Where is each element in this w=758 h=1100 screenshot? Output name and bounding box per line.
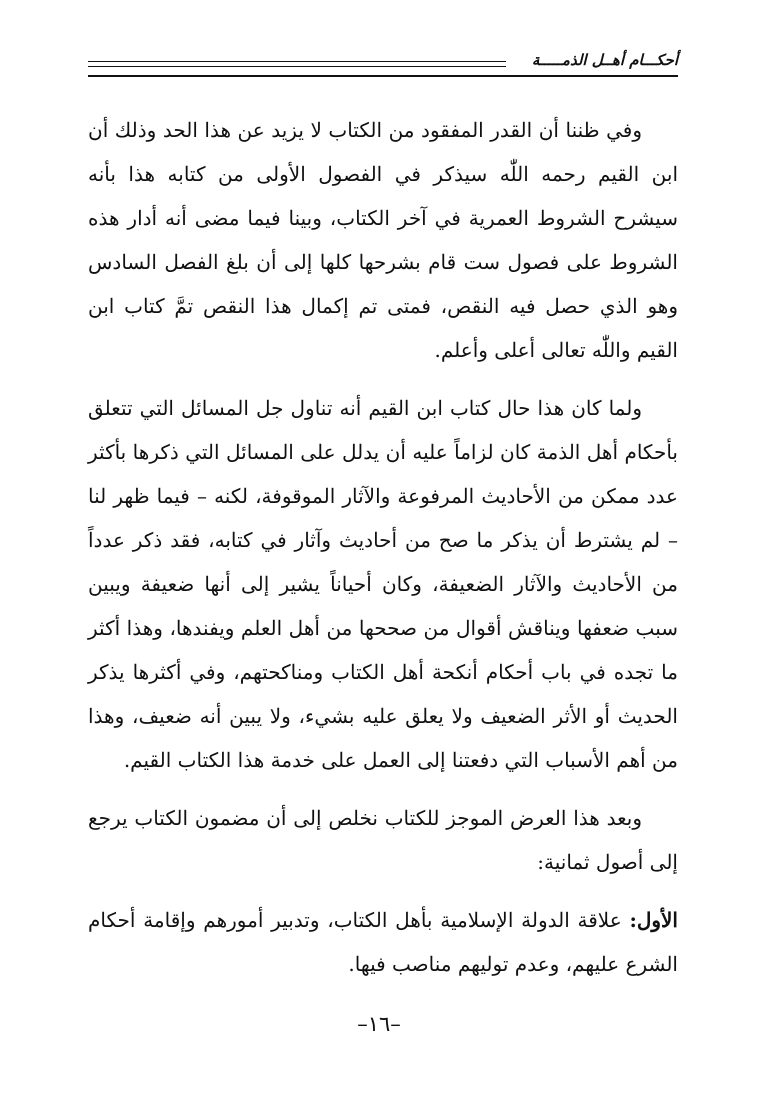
header-rule-upper xyxy=(88,61,506,62)
running-title: أحكـــام أهــل الذمـــــة xyxy=(531,51,678,69)
list-item-first-principle xyxy=(88,898,678,986)
page-number: –١٦– xyxy=(357,1012,401,1036)
paragraph-hadith-grading: ولما كان هذا حال كتاب ابن القيم أنه تناول جل المسائل التي تتعلق بأحكام أهل الذمة كان لزاماً عليه أن يدلل على المسائل التي ذكرها بأكثر عدد ممكن من الأحاديث المرفوعة والآثار الموقوفة، لكنه – فيما ظهر لنا – لم يشترط أن يذكر ما صح من أحاديث وآثار في كتابه، فقد ذكر عدداً من الأحاديث والآثار الضعيفة، وكان أحياناً يشير إلى أنها ضعيفة ويبين سبب ضعفها ويناقش أقوال من صححها من أهل العلم ويفندها، وهذا أكثر ما تجده في باب أحكام أنكحة أهل الكتاب ومناكحتهم، وفي أكثرها يذكر الحديث أو الأثر الضعيف ولا يعلق عليه بشيء، ولا يبين أنه ضعيف، وهذا من أهم الأسباب التي دفعتنا إلى العمل على خدمة هذا الكتاب القيم. xyxy=(88,396,678,772)
header-rule-lower xyxy=(88,66,506,67)
paragraph-missing-part: وفي ظننا أن القدر المفقود من الكتاب لا يزيد عن هذا الحد وذلك أن ابن القيم رحمه اللّٰه سيذكر في الفصول الأولى من كتابه هذا بأنه سيشرح الشروط العمرية في آخر الكتاب، وبينا فيما مضى أنه أدار هذه الشروط على فصول ست قام بشرحها كلها إلى أن بلغ الفصل السادس وهو الذي حصل فيه النقص، فمتى تم إكمال هذا النقص تمَّ كتاب ابن القيم واللّٰه تعالى أعلى وأعلم. xyxy=(88,118,678,362)
list-item-text: علاقة الدولة الإسلامية بأهل الكتاب، وتدبير أمورهم وإقامة أحكام الشرع عليهم، وعدم توليهم مناصب فيها. xyxy=(88,908,678,976)
page-header xyxy=(88,50,678,80)
header-rule-full xyxy=(88,75,678,77)
page-body xyxy=(88,108,678,986)
paragraph-book-contents: وبعد هذا العرض الموجز للكتاب نخلص إلى أن مضمون الكتاب يرجع إلى أصول ثمانية: xyxy=(88,806,678,874)
list-item-label: الأول: xyxy=(629,908,678,932)
